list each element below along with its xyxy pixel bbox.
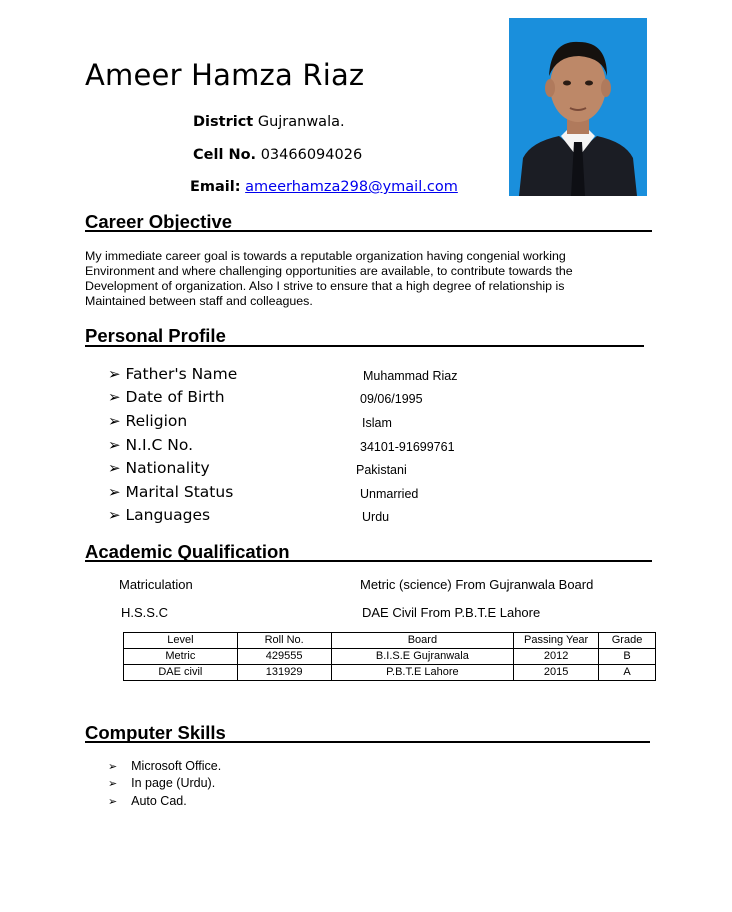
district-label: District [193, 114, 254, 130]
column-header: Roll No. [237, 633, 331, 649]
skill-item [108, 776, 215, 790]
arrow-bullet-icon: ➢ [108, 365, 121, 383]
profile-label: Father's Name [125, 365, 238, 383]
profile-item-date-of-birth [108, 388, 225, 406]
table-cell: 2015 [514, 665, 599, 681]
table-cell: A [599, 665, 656, 681]
arrow-bullet-icon: ➢ [108, 412, 121, 430]
profile-label: N.I.C No. [125, 436, 194, 454]
profile-rule [85, 345, 644, 347]
career-line: Development of organization. Also I strive to ensure that a high degree of relationship is [85, 279, 565, 293]
column-header: Grade [599, 633, 656, 649]
skill-item [108, 759, 221, 773]
arrow-bullet-icon: ➢ [108, 778, 118, 790]
academic-level-matric: Matriculation [119, 577, 193, 592]
career-line: Environment and where challenging opportunities are available, to contribute towards the [85, 264, 573, 278]
email-line [190, 179, 458, 195]
arrow-bullet-icon: ➢ [108, 506, 121, 524]
column-header: Board [331, 633, 514, 649]
academic-detail-matric: Metric (science) From Gujranwala Board [360, 577, 594, 592]
profile-item-nic-no [108, 436, 193, 454]
applicant-name: Ameer Hamza Riaz [85, 58, 365, 92]
skill-label: In page (Urdu). [131, 776, 216, 790]
column-header: Passing Year [514, 633, 599, 649]
skill-item [108, 794, 187, 808]
profile-value-fathers-name: Muhammad Riaz [363, 369, 458, 383]
profile-label: Languages [125, 506, 211, 524]
career-line: Maintained between staff and colleagues. [85, 294, 313, 308]
academic-qualification-heading: Academic Qualification [85, 541, 290, 562]
arrow-bullet-icon: ➢ [108, 483, 121, 501]
district-value: Gujranwala. [257, 114, 345, 130]
profile-item-religion [108, 412, 187, 430]
career-rule [85, 230, 652, 232]
table-cell: 2012 [514, 649, 599, 665]
table-cell: Metric [124, 649, 238, 665]
district-line [193, 114, 345, 130]
academic-rule [85, 560, 652, 562]
column-header: Level [124, 633, 238, 649]
portrait-image [509, 18, 647, 196]
profile-item-languages [108, 506, 210, 524]
profile-value-religion: Islam [362, 416, 392, 430]
table-header-row [124, 633, 656, 649]
profile-value-nationality: Pakistani [356, 463, 407, 477]
profile-item-nationality [108, 459, 210, 477]
email-link[interactable]: ameerhamza298@ymail.com [245, 179, 458, 195]
profile-label: Religion [125, 412, 188, 430]
table-cell: 131929 [237, 665, 331, 681]
table-cell: B [599, 649, 656, 665]
table-cell: B.I.S.E Gujranwala [331, 649, 514, 665]
table-cell: DAE civil [124, 665, 238, 681]
arrow-bullet-icon: ➢ [108, 796, 118, 808]
profile-photo [509, 18, 647, 196]
career-objective-text [85, 249, 645, 309]
skill-label: Microsoft Office. [131, 759, 222, 773]
arrow-bullet-icon: ➢ [108, 459, 121, 477]
table-row [124, 665, 656, 681]
personal-profile-heading: Personal Profile [85, 325, 226, 346]
academic-level-hssc: H.S.S.C [121, 605, 168, 620]
cell-line [193, 147, 362, 163]
email-label: Email: [190, 179, 241, 195]
table-cell: 429555 [237, 649, 331, 665]
cell-value: 03466094026 [260, 147, 363, 163]
table-cell: P.B.T.E Lahore [331, 665, 514, 681]
skill-label: Auto Cad. [131, 794, 187, 808]
arrow-bullet-icon: ➢ [108, 436, 121, 454]
profile-value-languages: Urdu [362, 510, 390, 524]
profile-label: Nationality [125, 459, 210, 477]
table-row [124, 649, 656, 665]
profile-item-fathers-name [108, 365, 237, 383]
cell-label: Cell No. [193, 147, 257, 163]
profile-value-date-of-birth: 09/06/1995 [360, 392, 423, 406]
grades-table [123, 632, 656, 681]
arrow-bullet-icon: ➢ [108, 761, 118, 773]
profile-value-nic-no: 34101-91699761 [360, 440, 455, 454]
career-line: My immediate career goal is towards a reputable organization having congenial working [85, 249, 566, 263]
career-objective-heading: Career Objective [85, 211, 233, 232]
profile-label: Date of Birth [125, 388, 225, 406]
computer-skills-heading: Computer Skills [85, 722, 226, 743]
profile-value-marital-status: Unmarried [360, 487, 419, 501]
skills-rule [85, 741, 650, 743]
arrow-bullet-icon: ➢ [108, 388, 121, 406]
profile-label: Marital Status [125, 483, 234, 501]
academic-detail-hssc: DAE Civil From P.B.T.E Lahore [362, 605, 541, 620]
profile-item-marital-status [108, 483, 233, 501]
